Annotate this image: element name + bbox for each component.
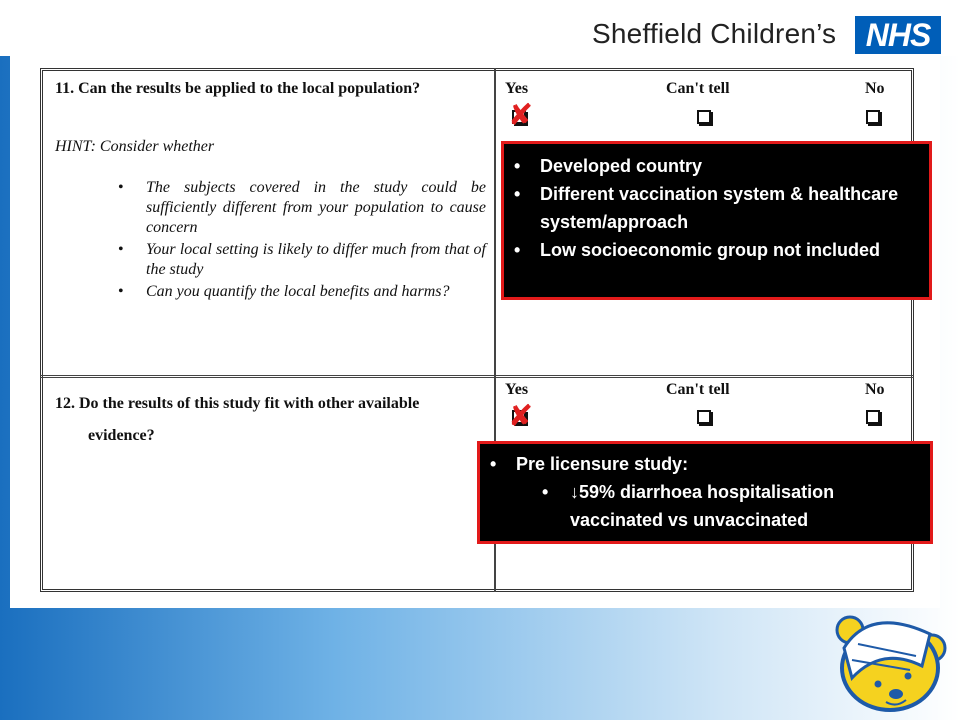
q11-cant-tell-checkbox[interactable] (697, 110, 711, 124)
q11-callout (501, 141, 932, 300)
question-11-hint-list (118, 178, 486, 304)
hint-item: • Your local setting is likely to differ much from that of the study (118, 240, 486, 280)
q11-option-no-label: No (865, 80, 885, 97)
header-bar (0, 0, 960, 56)
q12-option-cant-tell-label: Can't tell (666, 381, 730, 398)
teddy-bear-logo-icon (830, 608, 952, 712)
callout-item: • Low socioeconomic group not included (504, 236, 929, 264)
q12-option-yes-label: Yes (505, 381, 529, 398)
red-cross-mark-icon: ✘ (508, 399, 534, 434)
callout-sub-item: • ↓59% diarrhoea hospitalisation vaccinated vs unvaccinated (480, 478, 930, 534)
q11-option-yes-label: Yes (505, 80, 529, 97)
q12-option-no-label: No (865, 381, 885, 398)
question-11-title: 11. Can the results be applied to the local population? (55, 80, 421, 97)
callout-item: • Pre licensure study: (480, 450, 930, 478)
callout-item: • Different vaccination system & healthcare system/approach (504, 180, 929, 236)
brand-name: Sheffield Children’s (592, 18, 837, 49)
nhs-logo: NHS (855, 16, 941, 54)
q12-cant-tell-checkbox[interactable] (697, 410, 711, 424)
question-11-hint: HINT: Consider whether (55, 138, 215, 155)
row-divider (40, 375, 914, 378)
hint-item: • Can you quantify the local benefits and harms? (118, 282, 486, 302)
q12-no-checkbox[interactable] (866, 410, 880, 424)
question-12-title: 12. Do the results of this study fit with other available (55, 395, 420, 412)
q11-no-checkbox[interactable] (866, 110, 880, 124)
q12-callout (477, 441, 933, 544)
hint-item: • The subjects covered in the study could be sufficiently different from your population to cause concern (118, 178, 486, 238)
callout-item: • Developed country (504, 152, 929, 180)
question-12-title-continued: evidence? (88, 427, 155, 444)
red-cross-mark-icon: ✘ (508, 98, 534, 133)
q11-option-cant-tell-label: Can't tell (666, 80, 730, 97)
